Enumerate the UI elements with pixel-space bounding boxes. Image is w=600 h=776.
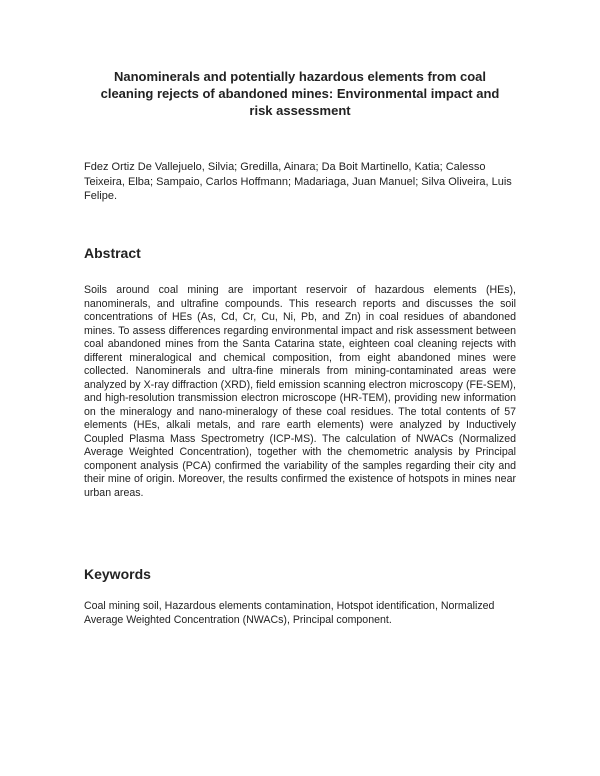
author-list: Fdez Ortiz De Vallejuelo, Silvia; Gredilla, Ainara; Da Boit Martinello, Katia; Calesso Teixeira, Elba; Sampaio, Carlos Hoffmann; Madariaga, Juan Manuel; Silva Oliveira, Luis Felipe.: [84, 161, 512, 202]
abstract-heading: Abstract: [84, 245, 141, 261]
paper-title: Nanominerals and potentially hazardous elements from coal cleaning rejects of abandoned mines: Environmental impact and risk assessment: [100, 69, 500, 118]
abstract-body: Soils around coal mining are important reservoir of hazardous elements (HEs), nanominerals, and ultrafine compounds. This research reports and discusses the soil concentrations of HEs (As, Cd, Cr, Cu, Ni, Pb, and Zn) in coal residues of abandoned mines. To assess differences regarding environmental impact and risk assessment between coal abandoned mines from the Santa Catarina state, eighteen coal cleaning rejects with different mineralogical and chemical composition, from eight abandoned mines were collected. Nanominerals and ultra-fine minerals from mining-contaminated areas were analyzed by X-ray diffraction (XRD), field emission scanning electron microscopy (FE-SEM), and high-resolution transmission electron microscope (HR-TEM), providing new information on the mineralogy and nano-mineralogy of these coal residues. The total contents of 57 elements (HEs, alkali metals, and rare earth elements) were analyzed by Inductively Coupled Plasma Mass Spectrometry (ICP-MS). The calculation of NWACs (Normalized Average Weighted Concentration), together with the chemometric analysis by Principal component analysis (PCA) confirmed the variability of the samples regarding their city and their mine of origin. Moreover, the results confirmed the existence of hotspots in mines near urban areas.: [84, 284, 516, 499]
keywords-body: Coal mining soil, Hazardous elements contamination, Hotspot identification, Normalized Average Weighted Concentration (NWACs), Principal component.: [84, 600, 495, 626]
keywords-heading: Keywords: [84, 566, 151, 582]
